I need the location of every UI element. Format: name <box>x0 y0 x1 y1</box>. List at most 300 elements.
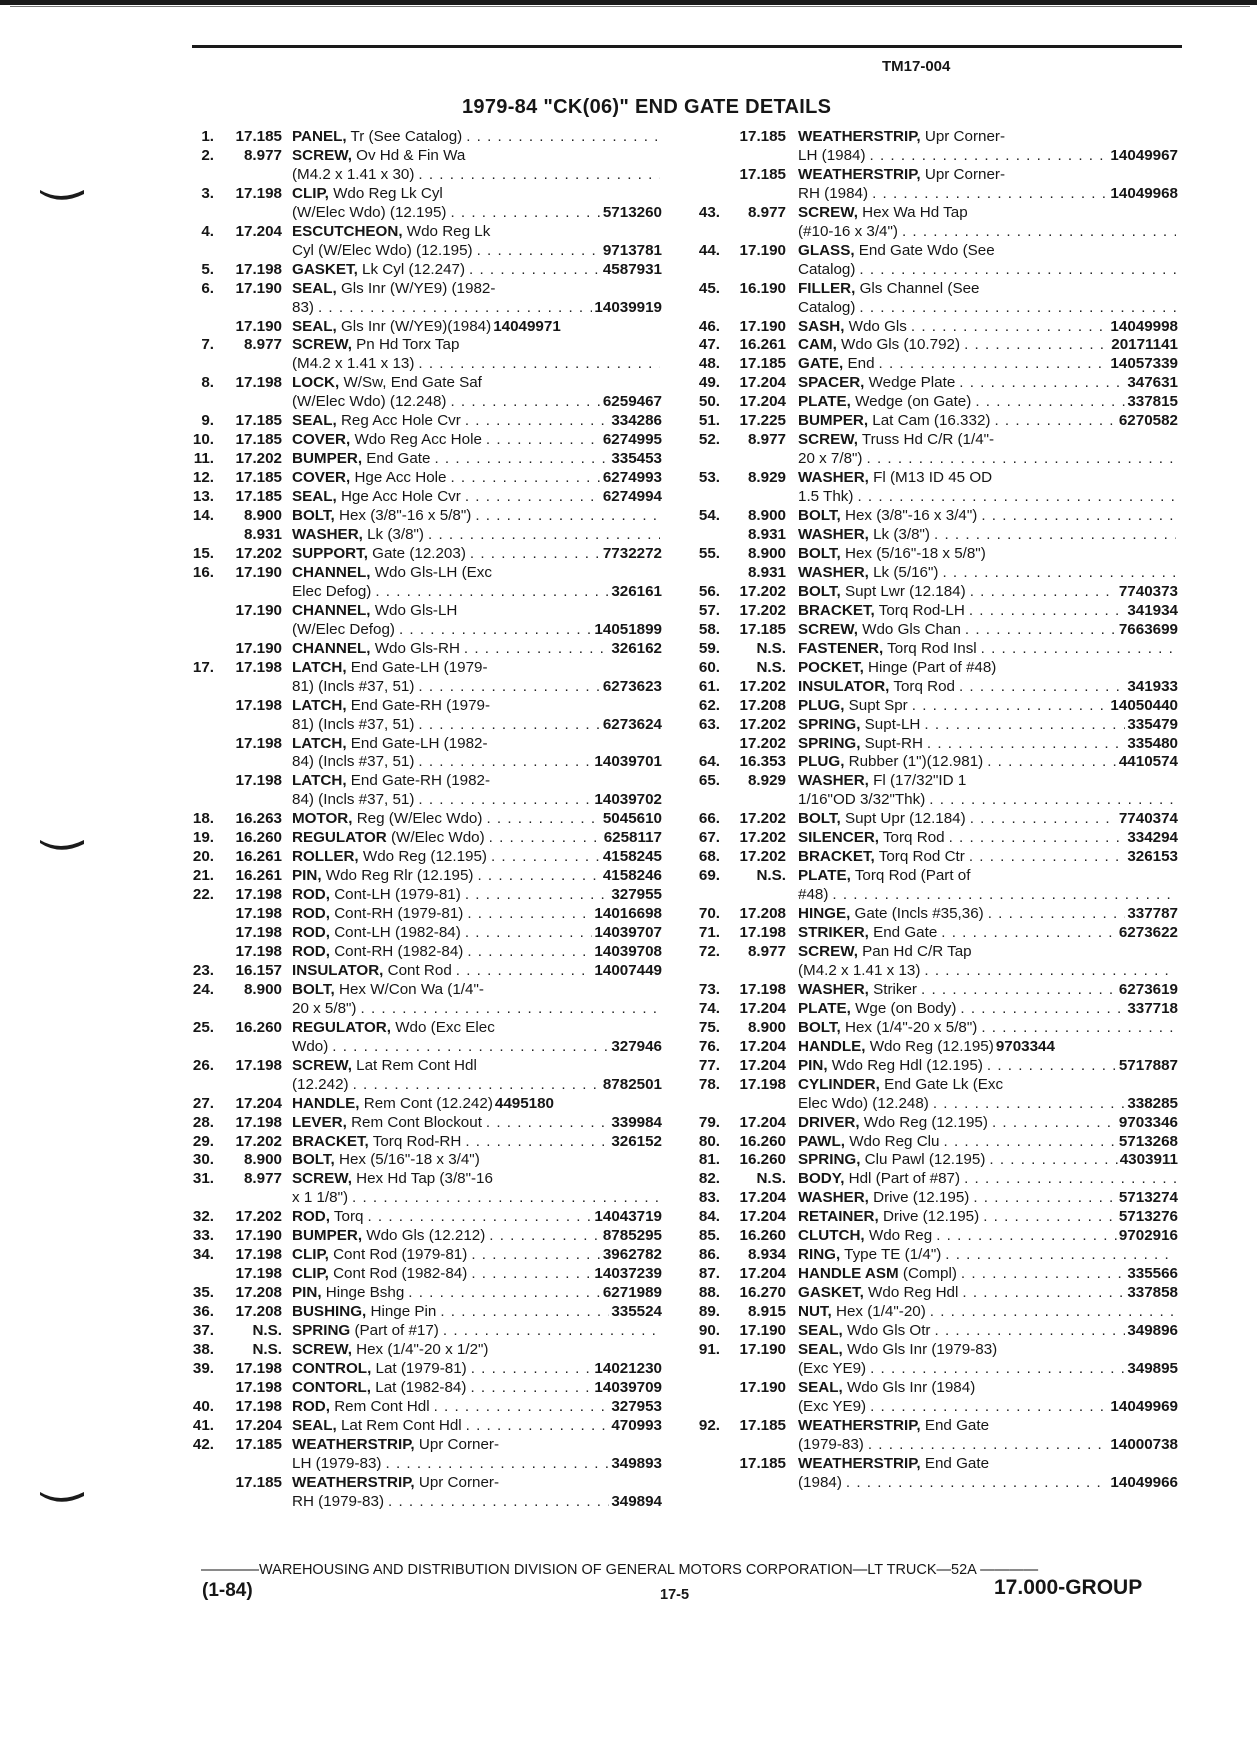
group-number: 17.198 <box>235 924 282 942</box>
part-name: WASHER, <box>292 526 363 544</box>
description-text <box>798 621 961 640</box>
dot-leader <box>371 583 609 602</box>
description-text <box>292 507 471 526</box>
part-number: 14043719 <box>594 1208 662 1226</box>
part-number: 335566 <box>1127 1265 1178 1283</box>
part-detail: 83) <box>292 298 314 316</box>
part-detail: Cont Rod (1982-84) <box>328 1265 468 1283</box>
part-number: 4410574 <box>1118 753 1178 771</box>
description-text <box>798 905 984 924</box>
part-description <box>292 924 662 943</box>
part-detail: Hinge Pin <box>366 1303 437 1321</box>
description-text <box>292 374 482 393</box>
description-text <box>292 450 430 469</box>
part-number: 6273622 <box>1118 924 1178 942</box>
item-number: 38. <box>192 1341 214 1358</box>
description-text <box>798 336 960 355</box>
dot-leader <box>931 1322 1126 1341</box>
item-number: 23. <box>192 961 214 979</box>
parts-list-row <box>692 299 1178 318</box>
part-number: 14000738 <box>1110 1435 1178 1453</box>
group-number: 8.900 <box>243 507 282 525</box>
dot-leader <box>414 678 600 697</box>
item-number: 25. <box>192 1018 214 1036</box>
description-text <box>798 261 855 280</box>
parts-list-row <box>186 128 662 147</box>
item-number: 19. <box>192 829 214 847</box>
parts-list-row <box>692 772 1178 791</box>
part-number: 6273624 <box>602 715 662 733</box>
parts-list-row <box>692 1151 1178 1170</box>
part-number: 341933 <box>1127 677 1178 695</box>
parts-list-row <box>186 1057 662 1076</box>
part-description <box>292 1398 662 1417</box>
part-description <box>292 1189 662 1208</box>
dot-leader <box>965 848 1125 867</box>
part-number: 327955 <box>611 886 662 904</box>
dot-leader <box>907 318 1109 337</box>
dot-leader <box>960 1170 1176 1189</box>
part-description <box>292 1474 662 1493</box>
part-description <box>292 621 662 640</box>
part-detail: 84) (Incls #37, 51) <box>292 753 415 771</box>
parts-list-row <box>692 336 1178 355</box>
group-number: 16.190 <box>739 279 786 297</box>
part-description <box>798 848 1178 867</box>
part-number: 335524 <box>611 1303 662 1321</box>
part-name: CYLINDER, <box>798 1075 880 1093</box>
parts-list-row <box>692 602 1178 621</box>
description-text <box>798 299 855 318</box>
description-text <box>798 374 955 393</box>
part-detail: Hinge (Part of #48) <box>863 658 997 676</box>
part-description <box>798 772 1178 791</box>
part-name: ROD, <box>292 886 330 904</box>
dot-leader <box>349 1076 601 1095</box>
group-number: 17.204 <box>739 999 786 1017</box>
part-description <box>292 829 662 848</box>
description-text <box>292 981 484 1000</box>
part-detail: RH (1979-83) <box>292 1492 385 1510</box>
item-number: 12. <box>192 469 214 487</box>
part-detail: Lat Cam (16.332) <box>868 412 991 430</box>
item-number: 76. <box>698 1037 720 1055</box>
description-text <box>798 1284 958 1303</box>
description-text <box>798 716 920 735</box>
part-description <box>292 374 662 393</box>
part-detail: Torq Rod Insl <box>883 639 977 657</box>
part-detail: Hex (1/4"-20 x 5/8") <box>840 1018 978 1036</box>
parts-list-row <box>692 867 1178 886</box>
parts-list-row <box>186 924 662 943</box>
part-number: 341934 <box>1127 601 1178 619</box>
part-detail: Hge Acc Hole Cvr <box>336 488 461 506</box>
description-text <box>798 735 923 754</box>
description-text <box>292 469 446 488</box>
group-number: 17.185 <box>235 128 282 145</box>
part-description <box>798 1303 1178 1322</box>
part-name: FILLER, <box>798 279 856 297</box>
part-detail: 84) (Incls #37, 51) <box>292 791 415 809</box>
description-text <box>292 621 395 640</box>
description-text <box>292 924 461 943</box>
part-name: SPRING <box>292 1322 351 1340</box>
part-description <box>292 697 662 716</box>
item-number: 11. <box>193 450 214 468</box>
part-detail: 81) (Incls #37, 51) <box>292 677 415 695</box>
item-number: 5. <box>201 260 214 278</box>
parts-list-row <box>692 962 1178 981</box>
group-number: 16.260 <box>739 1132 786 1150</box>
parts-list-row <box>186 772 662 791</box>
group-number: 17.198 <box>235 374 282 392</box>
parts-list-row <box>186 621 662 640</box>
dot-leader <box>898 223 1176 242</box>
part-number: 14049967 <box>1110 146 1178 164</box>
group-number: 17.190 <box>235 601 282 619</box>
description-text <box>292 280 495 299</box>
part-name: SCREW, <box>798 620 858 638</box>
dot-leader <box>965 602 1125 621</box>
part-detail: Drive (12.195) <box>868 1189 970 1207</box>
description-text <box>798 1341 997 1360</box>
description-text <box>798 469 992 488</box>
part-name: CHANNEL, <box>292 601 371 619</box>
part-name: RING, <box>798 1246 841 1264</box>
dot-leader <box>424 526 660 545</box>
part-name: CLUTCH, <box>798 1227 865 1245</box>
parts-list-row <box>186 1189 662 1208</box>
part-description <box>798 374 1178 393</box>
parts-list-row <box>692 431 1178 450</box>
item-number: 20. <box>192 848 214 866</box>
part-number: 349895 <box>1127 1359 1178 1377</box>
part-description <box>292 1246 662 1265</box>
group-number: 17.185 <box>235 469 282 487</box>
part-name: SCREW, <box>798 942 858 960</box>
description-text <box>798 1379 975 1398</box>
parts-list-row <box>186 1398 662 1417</box>
description-text <box>292 185 443 204</box>
group-number: 16.157 <box>235 961 282 979</box>
part-name: WEATHERSTRIP, <box>798 1454 921 1472</box>
part-name: SEAL, <box>798 1378 843 1396</box>
part-detail: Type TE (1/4") <box>840 1246 942 1264</box>
dot-leader <box>473 867 600 886</box>
group-number: 17.204 <box>235 1094 282 1112</box>
group-number: 17.198 <box>235 1265 282 1283</box>
part-description <box>292 753 662 772</box>
part-detail: Fl (17/32"ID 1 <box>868 772 967 790</box>
footer-division-line: ————WAREHOUSING AND DISTRIBUTION DIVISION OF GENERAL MOTORS CORPORATION—LT TRUCK—52A ———— <box>201 1562 1039 1578</box>
part-description <box>292 185 662 204</box>
parts-list-row <box>186 318 662 337</box>
item-number: 62. <box>698 696 720 714</box>
part-detail: Lat (1979-81) <box>371 1359 467 1377</box>
group-number: 17.190 <box>739 241 786 259</box>
part-detail: (M4.2 x 1.41 x 13) <box>292 355 415 373</box>
part-description <box>292 1436 662 1455</box>
parts-list-row <box>692 735 1178 754</box>
part-number: 326152 <box>611 1132 662 1150</box>
description-text <box>292 128 462 147</box>
description-text <box>798 1303 926 1322</box>
part-description <box>798 1417 1178 1436</box>
part-name: STRIKER, <box>798 924 869 942</box>
item-number: 41. <box>192 1416 214 1434</box>
parts-list-row <box>186 1246 662 1265</box>
group-number: 17.185 <box>739 620 786 638</box>
page-number: 17-5 <box>660 1587 690 1603</box>
part-number: 326153 <box>1127 848 1178 866</box>
dot-leader <box>467 1265 592 1284</box>
group-number: 17.202 <box>739 601 786 619</box>
part-detail: Gls Inr (W/YE9)(1984) <box>336 317 492 335</box>
part-number: 14039919 <box>594 298 662 316</box>
parts-list-row <box>692 393 1178 412</box>
parts-list-row <box>692 1246 1178 1265</box>
parts-list-row <box>186 848 662 867</box>
part-name: WASHER, <box>798 772 869 790</box>
part-name: PLATE, <box>798 867 851 885</box>
part-name: SEAL, <box>292 1416 337 1434</box>
group-number: 16.270 <box>739 1284 786 1302</box>
part-description <box>292 318 662 337</box>
parts-list-row <box>186 545 662 564</box>
description-text <box>798 1398 866 1417</box>
parts-list-row <box>186 1265 662 1284</box>
description-text <box>292 1038 328 1057</box>
part-name: GATE, <box>798 355 844 373</box>
group-number: 8.977 <box>243 146 282 164</box>
part-name: SPACER, <box>798 374 865 392</box>
dot-leader <box>988 1114 1117 1133</box>
parts-list-row <box>186 678 662 697</box>
description-text <box>292 886 461 905</box>
part-name: DRIVER, <box>798 1113 860 1131</box>
part-description <box>292 147 662 166</box>
parts-list-row <box>186 1038 662 1057</box>
part-detail: Hex (5/16"-18 x 3/4") <box>334 1151 480 1169</box>
part-number: 20171141 <box>1111 336 1178 354</box>
group-number: 17.185 <box>235 1473 282 1491</box>
dot-leader <box>414 753 592 772</box>
dot-leader <box>955 374 1125 393</box>
part-detail: Hex (1/4"-20 x 1/2") <box>351 1341 489 1358</box>
dot-leader <box>461 488 601 507</box>
part-detail: Fl (M13 ID 45 OD <box>868 469 993 487</box>
part-detail: Wdo Reg Acc Hole <box>350 431 482 449</box>
description-text <box>292 336 459 355</box>
part-description <box>798 621 1178 640</box>
dot-leader <box>930 526 1176 545</box>
item-number: 74. <box>698 999 720 1017</box>
part-number: 4587931 <box>602 260 662 278</box>
part-name: WEATHERSTRIP, <box>798 128 921 145</box>
part-description <box>798 905 1178 924</box>
group-number: 17.190 <box>739 317 786 335</box>
item-number: 27. <box>192 1094 214 1112</box>
dot-leader <box>855 299 1176 318</box>
dot-leader <box>938 564 1176 583</box>
part-name: ROD, <box>292 1397 330 1415</box>
part-description <box>798 697 1178 716</box>
part-detail: Cont-LH (1979-81) <box>329 886 461 904</box>
part-name: SEAL, <box>292 488 337 506</box>
part-description <box>798 1246 1178 1265</box>
description-text <box>798 242 995 261</box>
description-text <box>798 962 920 981</box>
group-number: 17.190 <box>235 317 282 335</box>
dot-leader <box>925 791 1176 810</box>
part-description <box>292 943 662 962</box>
parts-list-row <box>692 1189 1178 1208</box>
dot-leader <box>473 242 601 261</box>
description-text <box>292 1341 488 1360</box>
item-number: 16. <box>192 563 214 581</box>
parts-list-row <box>186 791 662 810</box>
description-text <box>292 299 314 318</box>
part-description <box>292 1095 662 1114</box>
item-number: 56. <box>698 582 720 600</box>
item-number: 84. <box>698 1208 720 1226</box>
part-detail: Wdo Gls <box>844 317 907 335</box>
part-description <box>292 1114 662 1133</box>
part-detail: 20 x 7/8") <box>798 450 863 468</box>
description-text <box>798 355 875 374</box>
dot-leader <box>961 621 1117 640</box>
group-number: 17.190 <box>235 563 282 581</box>
description-text <box>798 810 966 829</box>
part-description <box>292 1227 662 1246</box>
description-text <box>798 1038 994 1057</box>
part-detail: Wdo Gls (10.792) <box>836 336 961 354</box>
item-number: 45. <box>698 279 720 297</box>
item-number: 46. <box>698 317 720 335</box>
part-detail: Ov Hd & Fin Wa <box>351 146 466 164</box>
part-name: ROD, <box>292 942 330 960</box>
description-text <box>292 147 465 166</box>
part-number: 14039708 <box>594 942 662 960</box>
part-number: 327953 <box>611 1397 662 1415</box>
part-detail: 1/16"OD 3/32"Thk) <box>798 791 926 809</box>
group-number: 8.977 <box>243 1170 282 1188</box>
part-name: CLIP, <box>292 1265 329 1283</box>
description-text <box>798 1114 988 1133</box>
part-detail: Hge Acc Hole <box>350 469 447 487</box>
description-text <box>798 1322 931 1341</box>
part-description <box>798 1474 1178 1493</box>
item-number: 2. <box>201 146 214 164</box>
item-number: 43. <box>698 203 720 221</box>
part-description <box>292 735 662 754</box>
part-number: 14049971 <box>493 317 561 335</box>
part-name: PIN, <box>292 1284 322 1302</box>
parts-list-row <box>186 242 662 261</box>
group-number: 16.263 <box>235 810 282 828</box>
parts-list-row <box>186 374 662 393</box>
parts-list-row <box>186 1019 662 1038</box>
part-detail: Upr Corner- <box>920 128 1006 145</box>
part-description <box>798 716 1178 735</box>
part-detail: Upr Corner- <box>414 1473 500 1491</box>
group-number: 17.198 <box>235 184 282 202</box>
description-text <box>292 753 414 772</box>
dot-leader <box>485 829 602 848</box>
part-name: SCREW, <box>292 336 352 354</box>
parts-list-row <box>692 185 1178 204</box>
parts-list-row <box>186 507 662 526</box>
part-number: 335480 <box>1127 734 1178 752</box>
item-number: 79. <box>698 1113 720 1131</box>
part-name: WASHER, <box>798 980 869 998</box>
description-text <box>798 431 994 450</box>
part-number: 3962782 <box>602 1246 662 1264</box>
group-number: 17.202 <box>739 848 786 866</box>
item-number: 92. <box>698 1416 720 1434</box>
group-number: 8.900 <box>747 1018 786 1036</box>
parts-list-row <box>186 981 662 1000</box>
part-description <box>798 128 1178 147</box>
parts-list-row <box>692 924 1178 943</box>
description-text <box>292 735 488 754</box>
part-detail: Lk (5/16") <box>868 563 939 581</box>
dot-leader <box>446 469 600 488</box>
part-description <box>798 962 1178 981</box>
part-number: 347631 <box>1127 374 1178 392</box>
part-description <box>292 602 662 621</box>
item-number: 61. <box>698 677 720 695</box>
item-number: 30. <box>192 1151 214 1169</box>
part-number: 8785295 <box>602 1227 662 1245</box>
group-number: 8.977 <box>747 942 786 960</box>
description-text <box>292 602 457 621</box>
dot-leader <box>958 1284 1125 1303</box>
dot-leader <box>382 1455 610 1474</box>
description-text <box>292 318 491 337</box>
description-text <box>292 1133 461 1152</box>
part-number: 14049966 <box>1110 1473 1178 1491</box>
item-number: 15. <box>192 544 214 562</box>
part-name: SILENCER, <box>798 829 880 847</box>
part-detail: Drive (12.195) <box>878 1208 980 1226</box>
description-text <box>798 1436 864 1455</box>
part-description <box>292 772 662 791</box>
item-number: 81. <box>698 1151 720 1169</box>
description-text <box>292 1019 495 1038</box>
description-text <box>798 1360 866 1379</box>
part-description <box>292 412 662 431</box>
dot-leader <box>866 1398 1108 1417</box>
part-description <box>798 1341 1178 1360</box>
dot-leader <box>395 621 592 640</box>
part-name: WEATHERSTRIP, <box>292 1435 415 1453</box>
description-text <box>292 204 446 223</box>
part-number: 349893 <box>611 1454 662 1472</box>
part-name: GASKET, <box>798 1284 864 1302</box>
part-description <box>798 1398 1178 1417</box>
part-detail: Wdo Gls Inr (1984) <box>842 1378 976 1396</box>
part-description <box>292 1133 662 1152</box>
part-detail: (Part of #17) <box>350 1322 439 1340</box>
part-detail: Wdo Gls Chan <box>857 620 961 638</box>
parts-list-row <box>186 753 662 772</box>
part-description <box>798 488 1178 507</box>
part-name: PANEL, <box>292 128 347 145</box>
description-text <box>798 507 977 526</box>
parts-list-row <box>692 166 1178 185</box>
part-detail: Gls Channel (See <box>855 279 980 297</box>
